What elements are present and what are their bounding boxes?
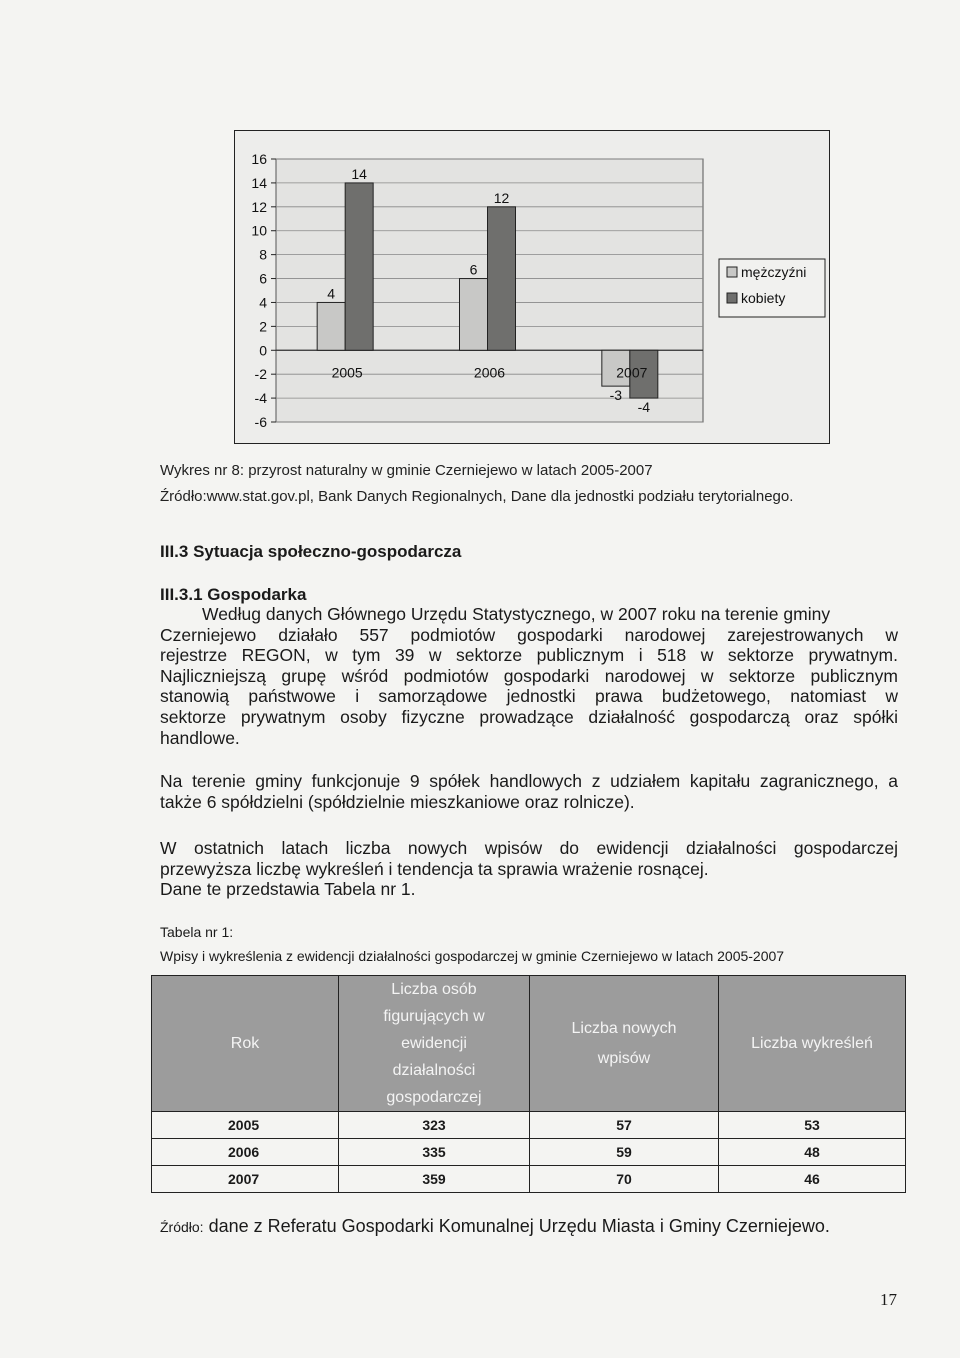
data-label: 14 bbox=[351, 165, 367, 182]
cell-year: 2005 bbox=[152, 1112, 339, 1139]
table-source-prefix: Źródło: bbox=[160, 1219, 204, 1235]
y-tick-label: 6 bbox=[259, 270, 267, 287]
header-new-entries bbox=[530, 976, 719, 1112]
category-label: 2007 bbox=[616, 364, 648, 381]
y-tick-label: -4 bbox=[254, 390, 267, 407]
y-tick-label: 10 bbox=[251, 222, 267, 239]
cell-year: 2007 bbox=[152, 1166, 339, 1193]
para1-line: Według danych Głównego Urzędu Statystycznego, w 2007 roku na terenie gminy bbox=[202, 604, 831, 624]
header2-line: Liczba osób bbox=[391, 981, 477, 998]
registrations-table bbox=[151, 975, 906, 1193]
section-heading: III.3 Sytuacja społeczno-gospodarcza bbox=[160, 542, 462, 561]
cell-year: 2006 bbox=[152, 1139, 339, 1166]
bar bbox=[460, 279, 488, 351]
legend-swatch-women bbox=[727, 293, 737, 303]
y-tick-label: -2 bbox=[254, 366, 267, 383]
header2-line: działalności bbox=[392, 1062, 476, 1079]
table-row bbox=[152, 1112, 906, 1139]
table-row bbox=[152, 1139, 906, 1166]
y-tick-label: 12 bbox=[251, 198, 267, 215]
cell-removed: 48 bbox=[719, 1139, 906, 1166]
paragraph-economy bbox=[160, 604, 898, 748]
cell-new: 59 bbox=[530, 1139, 719, 1166]
table-label: Tabela nr 1: bbox=[160, 924, 234, 940]
chart-canvas bbox=[235, 131, 829, 443]
y-tick-label: 4 bbox=[259, 294, 267, 311]
header2-line: ewidencji bbox=[401, 1035, 467, 1052]
bar bbox=[345, 183, 373, 350]
data-label: 4 bbox=[327, 285, 336, 302]
y-tick-label: 0 bbox=[259, 342, 267, 359]
header-year: Rok bbox=[152, 976, 339, 1112]
y-tick-label: 16 bbox=[251, 151, 267, 167]
data-label: -4 bbox=[637, 399, 651, 416]
cell-persons: 323 bbox=[339, 1112, 530, 1139]
cell-removed: 46 bbox=[719, 1166, 906, 1193]
cell-new: 57 bbox=[530, 1112, 719, 1139]
para1-line: Najliczniejszą grupę wśród podmiotów gospodarki narodowej w sektorze publicznym bbox=[160, 665, 898, 686]
subsection-heading: III.3.1 Gospodarka bbox=[160, 585, 307, 604]
chart-caption: Wykres nr 8: przyrost naturalny w gminie Czerniejewo w latach 2005-2007 bbox=[160, 462, 653, 479]
header3-line: wpisów bbox=[597, 1049, 651, 1067]
paragraph-registrations bbox=[160, 838, 898, 900]
legend-label-women: kobiety bbox=[741, 290, 786, 306]
category-label: 2005 bbox=[331, 364, 363, 381]
y-tick-label: -6 bbox=[254, 414, 267, 430]
y-tick-label: 8 bbox=[259, 246, 267, 263]
bar bbox=[317, 302, 345, 350]
page-number: 17 bbox=[880, 1290, 897, 1309]
header2-line: figurujących w bbox=[383, 1008, 485, 1025]
header2-line: gospodarczej bbox=[386, 1089, 482, 1106]
legend-label-men: mężczyźni bbox=[741, 264, 807, 280]
table-title: Wpisy i wykreślenia z ewidencji działalności gospodarczej w gminie Czerniejewo w latach 2005-2007 bbox=[160, 948, 785, 964]
table-header-row bbox=[152, 976, 906, 1112]
cell-persons: 359 bbox=[339, 1166, 530, 1193]
para1-line: sektorze prywatnym osoby fizyczne prowadzące działalność gospodarczą oraz spółki bbox=[160, 706, 898, 727]
table-source bbox=[160, 1216, 830, 1237]
cell-removed: 53 bbox=[719, 1112, 906, 1139]
table-source-text: dane z Referatu Gospodarki Komunalnej Urzędu Miasta i Gminy Czerniejewo. bbox=[203, 1216, 830, 1236]
para3-line: W ostatnich latach liczba nowych wpisów do ewidencji działalności gospodarczej bbox=[160, 838, 898, 858]
population-growth-chart bbox=[234, 130, 830, 444]
para1-line: Czerniejewo działało 557 podmiotów gospodarki narodowej zarejestrowanych w bbox=[160, 624, 898, 645]
legend-swatch-men bbox=[727, 267, 737, 277]
data-label: -3 bbox=[609, 387, 623, 404]
cell-persons: 335 bbox=[339, 1139, 530, 1166]
para2-line: także 6 spółdzielni (spółdzielnie mieszkaniowe oraz rolnicze). bbox=[160, 791, 635, 812]
bar bbox=[488, 207, 516, 350]
para2-line: Na terenie gminy funkcjonuje 9 spółek handlowych z udziałem kapitału zagranicznego, a bbox=[160, 771, 898, 791]
y-tick-label: 2 bbox=[259, 318, 267, 335]
para1-line: rejestrze REGON, w tym 39 w sektorze publicznym i 518 w sektorze prywatnym. bbox=[160, 645, 898, 666]
category-label: 2006 bbox=[473, 364, 506, 381]
table-row bbox=[152, 1166, 906, 1193]
data-label: 6 bbox=[469, 261, 478, 278]
data-label: 12 bbox=[493, 189, 510, 206]
para3-line: przewyższa liczbę wykreśleń i tendencja ta sprawia wrażenie rosnącej. bbox=[160, 858, 709, 879]
para1-line: handlowe. bbox=[160, 727, 240, 748]
y-tick-label: 14 bbox=[251, 174, 267, 191]
para3-line: Dane te przedstawia Tabela nr 1. bbox=[160, 879, 416, 900]
header-removals: Liczba wykreśleń bbox=[719, 976, 906, 1112]
header3-line: Liczba nowych bbox=[571, 1019, 677, 1037]
cell-new: 70 bbox=[530, 1166, 719, 1193]
para1-line: stanowią państwowe i samorządowe jednostki prawa budżetowego, natomiast w bbox=[160, 686, 898, 707]
chart-source: Źródło:www.stat.gov.pl, Bank Danych Regionalnych, Dane dla jednostki podziału terytorialnego. bbox=[160, 488, 794, 505]
header-registered-persons bbox=[339, 976, 530, 1112]
paragraph-companies bbox=[160, 771, 898, 812]
